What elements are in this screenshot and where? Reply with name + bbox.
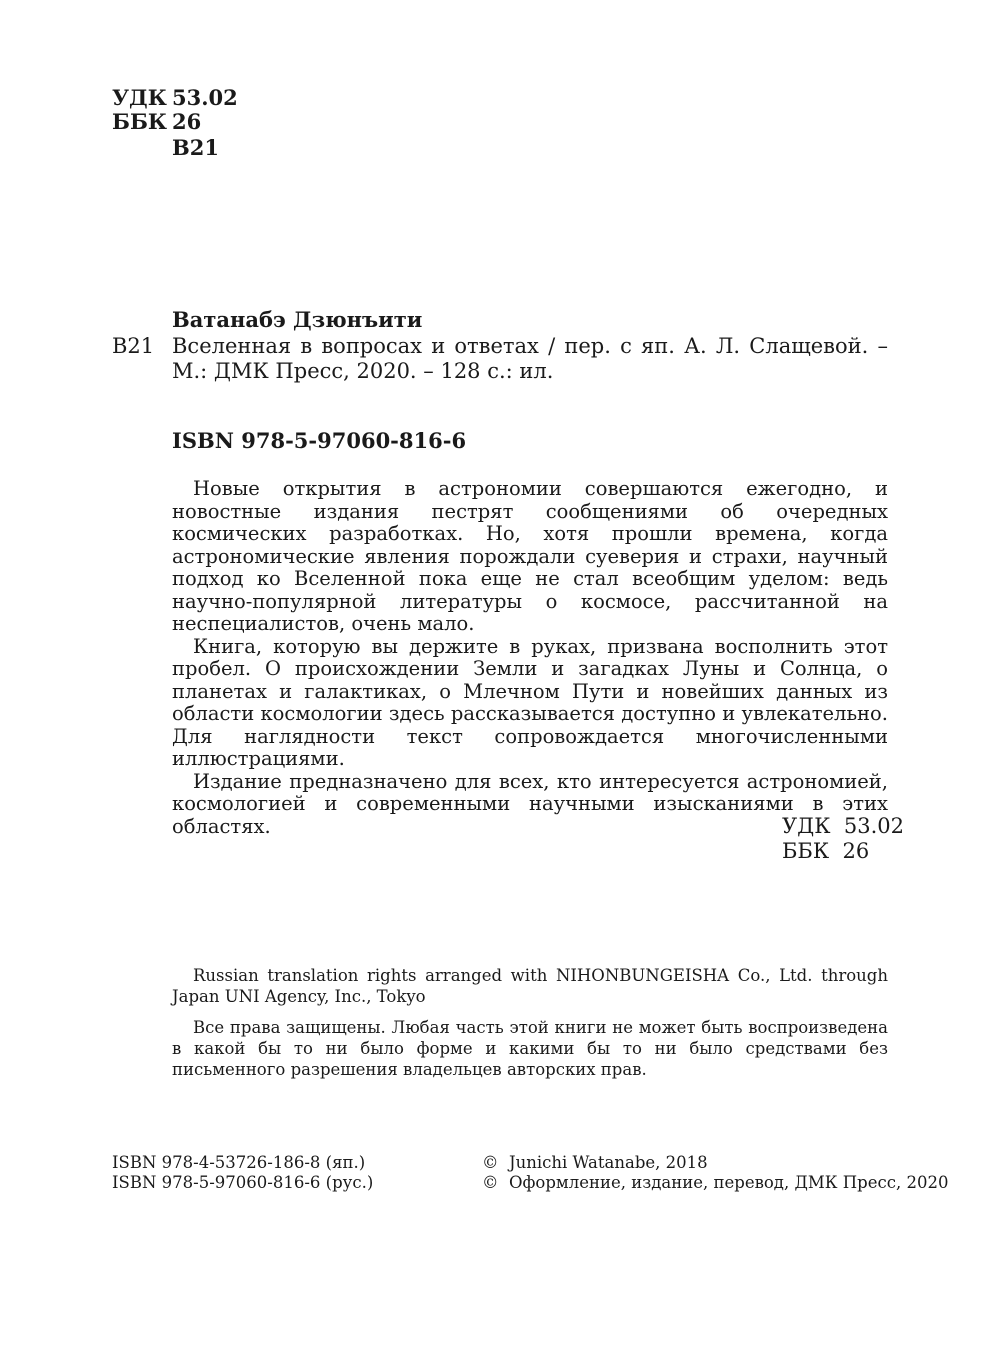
- translation-rights-text: Russian translation rights arranged with NIHONBUNGEISHA Co., Ltd. through Japan UNI Agency, Inc., Tokyo: [172, 966, 888, 1006]
- udk-value: 53.02: [172, 85, 238, 110]
- udk-bottom: УДК 53.02: [782, 814, 904, 838]
- bibliographic-code: В21: [112, 334, 155, 358]
- copyright-publisher: © Оформление, издание, перевод, ДМК Пресс, 2020: [482, 1173, 949, 1192]
- annotation-paragraph: Издание предназначено для всех, кто интересуется астрономией, космологией и современными научными изысканиями в этих областях.: [172, 769, 888, 838]
- translation-rights: [172, 965, 888, 1007]
- bbk-value: 26: [172, 109, 202, 134]
- bbk-bottom: ББК 26: [782, 839, 870, 863]
- rights-reserved-text: Все права защищены. Любая часть этой книги не может быть воспроизведена в какой бы то ни было форме и какими бы то ни было средствами без письменного разрешения владельцев авторских прав.: [172, 1018, 888, 1079]
- title-description: Вселенная в вопросах и ответах / пер. с яп. А. Л. Слащевой. – М.: ДМК Пресс, 2020. – 128 с.: ил.: [172, 334, 888, 383]
- rights-reserved: [172, 1017, 888, 1080]
- isbn-russian: ISBN 978-5-97060-816-6 (рус.): [112, 1173, 374, 1192]
- annotation-paragraph: Новые открытия в астрономии совершаются ежегодно, и новостные издания пестрят сообщениями об очередных космических разработках. Но, хотя прошли времена, когда астрономические явления порождали суеверия и страхи, научный подход ко Вселенной пока еще не стал всеобщим уделом: ведь научно-популярной литературы о космосе, рассчитанной на неспециалистов, очень мало.: [172, 477, 888, 635]
- udk-label: УДК: [112, 85, 167, 110]
- annotation-paragraph: Книга, которую вы держите в руках, призвана восполнить этот пробел. О происхождении Земли и загадках Луны и Солнца, о планетах и галактиках, о Млечном Пути и новейших данных из области космологии здесь рассказывается доступно и увлекательно. Для наглядности текст сопровождается многочисленными иллюстрациями.: [172, 634, 888, 770]
- author-mark: В21: [172, 135, 219, 160]
- isbn-japanese: ISBN 978-4-53726-186-8 (яп.): [112, 1153, 366, 1172]
- copyright-author: © Junichi Watanabe, 2018: [482, 1153, 708, 1172]
- annotation: [172, 478, 888, 838]
- author-name: Ватанабэ Дзюнъити: [172, 307, 423, 332]
- isbn-main: ISBN 978-5-97060-816-6: [172, 428, 467, 453]
- bbk-label: ББК: [112, 109, 167, 134]
